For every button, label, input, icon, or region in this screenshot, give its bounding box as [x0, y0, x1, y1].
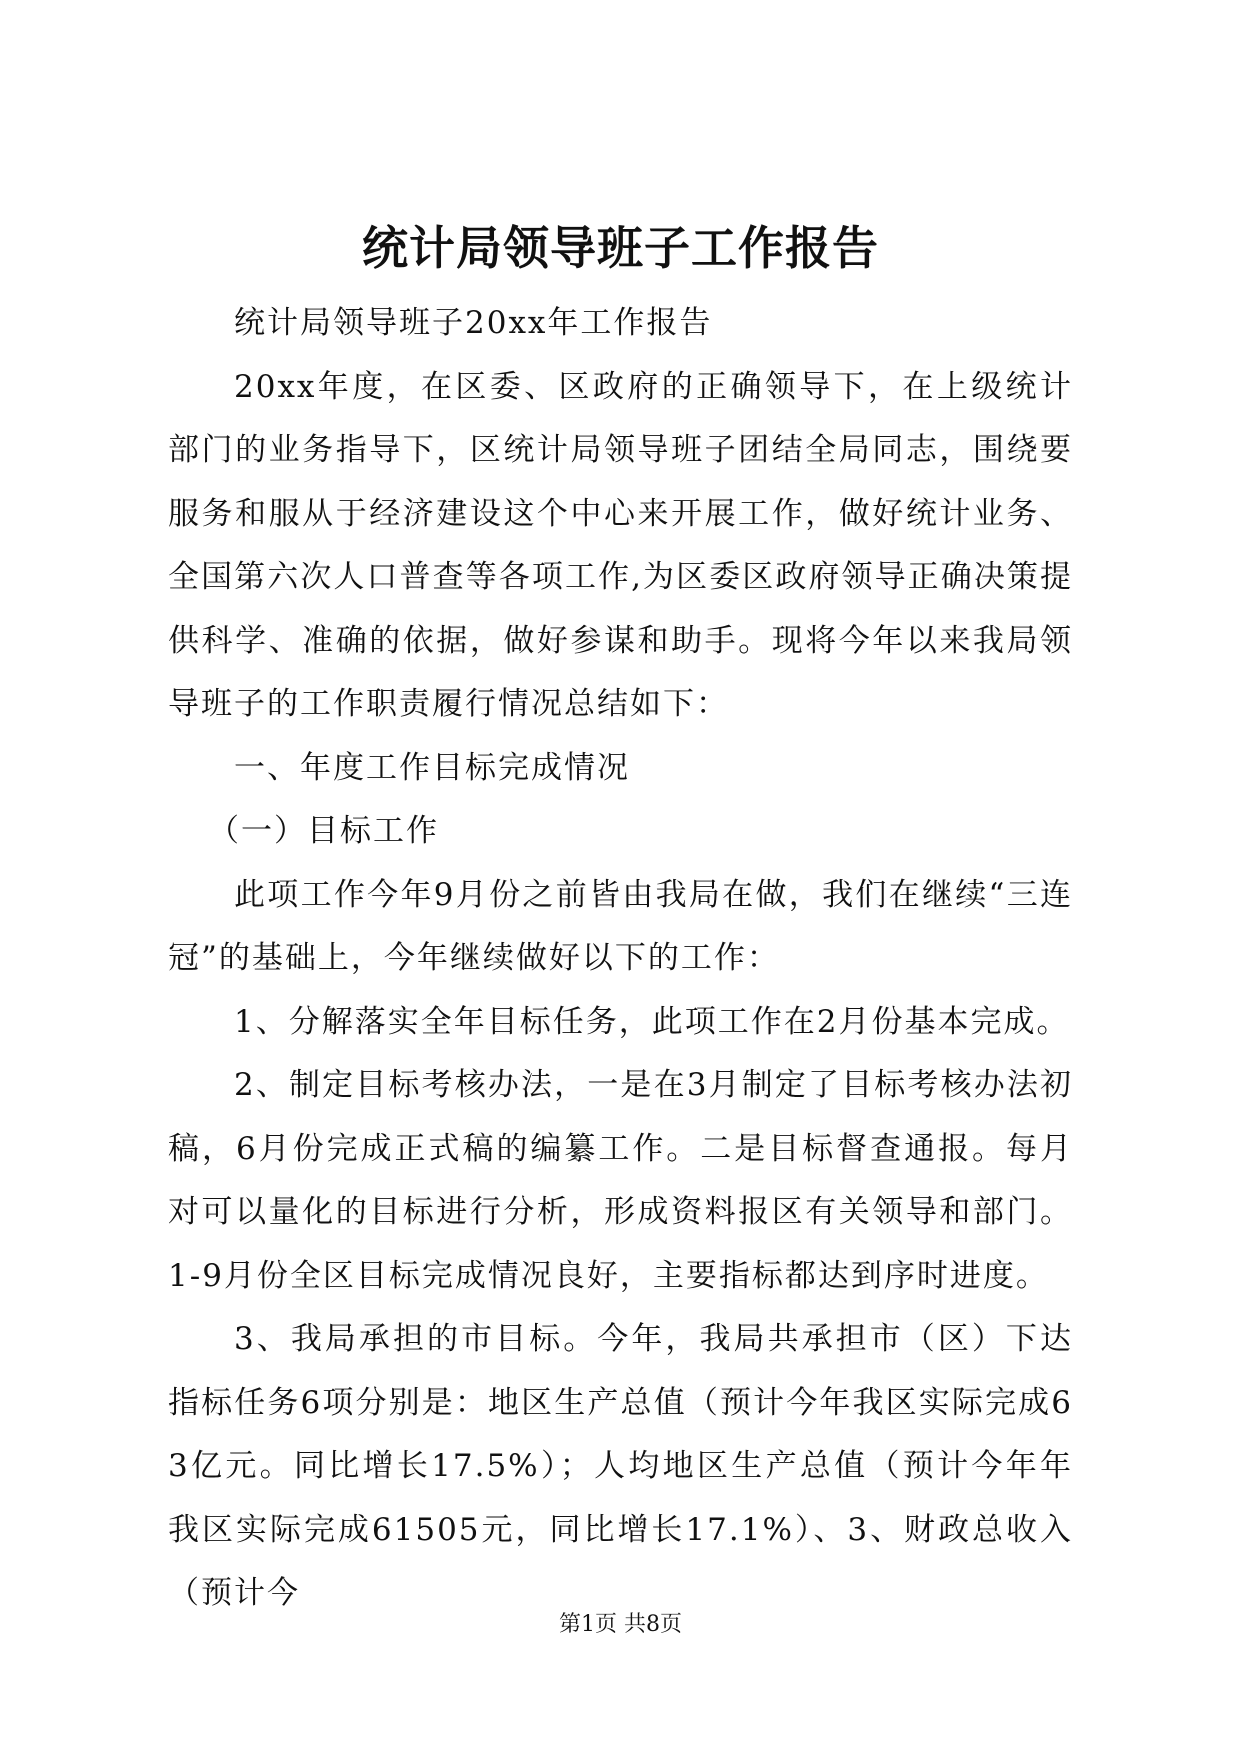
document-title: 统计局领导班子工作报告: [362, 221, 879, 275]
document-body: [168, 292, 1073, 1626]
target-work-paragraph: 此项工作今年9月份之前皆由我局在做，我们在继续“三连冠”的基础上，今年继续做好以下的工作：: [168, 876, 1073, 976]
list-item-3-paragraph: 3、我局承担的市目标。今年，我局共承担市（区）下达指标任务6项分别是：地区生产总值（预计今年我区实际完成63亿元。同比增长17.5%）；人均地区生产总值（预计今年年我区实际完成61505元，同比增长17.1%）、3、财政总收入（预计今: [168, 1321, 1073, 1611]
report-subtitle-paragraph: 统计局领导班子20xx年工作报告: [234, 305, 713, 341]
list-item-1-paragraph: 1、分解落实全年目标任务，此项工作在2月份基本完成。: [234, 1003, 1070, 1040]
list-item-2-paragraph: 2、制定目标考核办法，一是在3月制定了目标考核办法初稿，6月份完成正式稿的编纂工作。二是目标督查通报。每月对可以量化的目标进行分析，形成资料报区有关领导和部门。1-9月份全区目标完成情况良好，主要指标都达到序时进度。: [168, 1067, 1073, 1294]
subsection-heading-paragraph: （一）目标工作: [208, 813, 439, 849]
page-number-footer: 第1页 共8页: [559, 1612, 682, 1637]
section-heading-paragraph: 一、年度工作目标完成情况: [234, 749, 630, 786]
intro-paragraph: 20xx年度，在区委、区政府的正确领导下，在上级统计部门的业务指导下，区统计局领导班子团结全局同志，围绕要服务和服从于经济建设这个中心来开展工作，做好统计业务、全国第六次人口普查等各项工作,为区委区政府领导正确决策提供科学、准确的依据，做好参谋和助手。现将今年以来我局领导班子的工作职责履行情况总结如下：: [168, 368, 1073, 722]
